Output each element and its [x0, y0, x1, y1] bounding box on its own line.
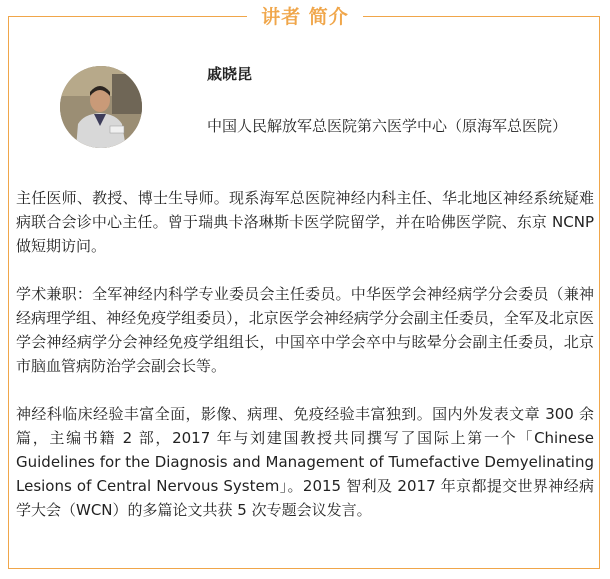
section-title: 讲者 简介: [247, 6, 363, 28]
bio-paragraph-academic-roles: 学术兼职：全军神经内科学专业委员会主任委员。中华医学会神经病学分会委员（兼神经病理学组、神经免疫学组委员），北京医学会神经病学分会副主任委员，全军及北京医学会神经病学分会神经免疫学组组长，中国卒中学会卒中与眩晕分会副主任委员，北京市脑血管病防治学会副会长等。: [16, 285, 594, 375]
bio-section: [16, 186, 594, 546]
section-header: [0, 6, 610, 28]
speaker-name: 戚晓昆: [207, 65, 253, 83]
bio-paragraph-positions: 主任医师、教授、博士生导师。现系海军总医院神经内科主任、华北地区神经系统疑难病联合会诊中心主任。曾于瑞典卡洛琳斯卡医学院留学，并在哈佛医学院、东京 NCNP 做短期访问。: [16, 189, 594, 255]
avatar: [60, 66, 142, 148]
speaker-photo-icon: [60, 66, 142, 148]
speaker-affiliation: 中国人民解放军总医院第六医学中心（原海军总医院）: [207, 117, 568, 135]
bio-paragraph-achievements: 神经科临床经验丰富全面，影像、病理、免疫经验丰富独到。国内外发表文章 300 余篇，主编书籍 2 部，2017 年与刘建国教授共同撰写了国际上第一个「Chinese Guidelines for the Diagnosis and Management of Tumefactive Demyelinating Lesions of Central Nervous System」。2015 智利及 2017 年京都提交世界神经病学大会（WCN）的多篇论文共获 5 次专题会议发言。: [16, 405, 594, 519]
